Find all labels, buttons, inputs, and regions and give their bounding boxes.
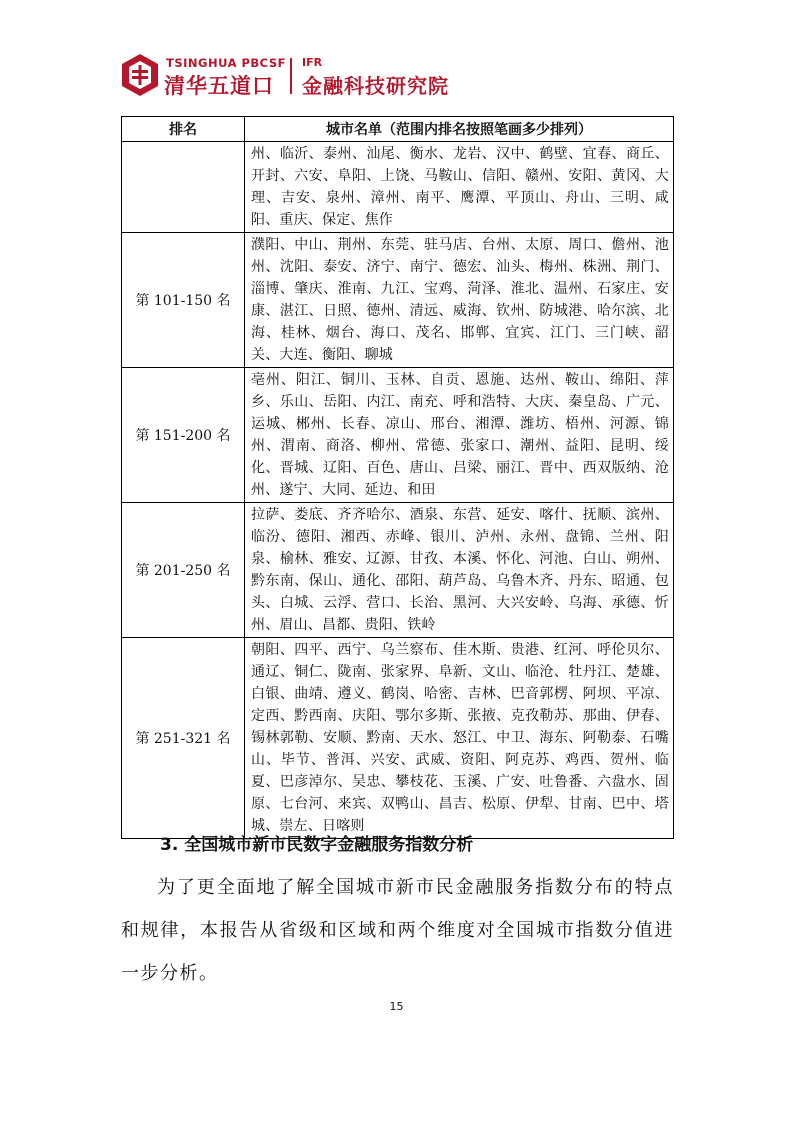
cities-cell: 亳州、阳江、铜川、玉林、自贡、恩施、达州、鞍山、绵阳、萍乡、乐山、岳阳、内江、南充、呼和浩特、大庆、秦皇岛、广元、运城、郴州、长春、凉山、邢台、湘潭、潍坊、梧州、河源、锦州、渭南、商洛、柳州、常德、张家口、潮州、益阳、昆明、绥化、晋城、辽阳、百色、唐山、吕梁、丽江、晋中、西双版纳、沧州、遂宁、大同、延边、和田 xyxy=(245,368,674,503)
rank-cell xyxy=(122,142,245,233)
table-row xyxy=(122,503,674,638)
rank-cell: 第 151-200 名 xyxy=(122,368,245,503)
body-paragraph: 为了更全面地了解全国城市新市民金融服务指数分布的特点和规律，本报告从省级和区域和两个维度对全国城市指数分值进一步分析。 xyxy=(121,877,674,984)
cities-cell: 拉萨、娄底、齐齐哈尔、酒泉、东营、延安、喀什、抚顺、滨州、临汾、德阳、湘西、赤峰、银川、泸州、永州、盘锦、兰州、阳泉、榆林、雅安、辽源、甘孜、本溪、怀化、河池、白山、朔州、黔东南、保山、通化、邵阳、葫芦岛、乌鲁木齐、丹东、昭通、包头、白城、云浮、营口、长治、黑河、大兴安岭、乌海、承德、忻州、眉山、昌都、贵阳、铁岭 xyxy=(245,503,674,638)
column-header-rank: 排名 xyxy=(122,117,245,142)
table-row xyxy=(122,233,674,368)
cities-cell: 濮阳、中山、荆州、东莞、驻马店、台州、太原、周口、儋州、池州、沈阳、泰安、济宁、南宁、德宏、汕头、梅州、株洲、荆门、淄博、肇庆、淮南、九江、宝鸡、菏泽、淮北、温州、石家庄、安康、湛江、日照、德州、清远、威海、钦州、防城港、哈尔滨、北海、桂林、烟台、海口、茂名、邯郸、宜宾、江门、三门峡、韶关、大连、衡阳、聊城 xyxy=(245,233,674,368)
header-divider xyxy=(290,58,292,94)
cities-cell: 州、临沂、泰州、汕尾、衡水、龙岩、汉中、鹤壁、宜春、商丘、开封、六安、阜阳、上饶、马鞍山、信阳、赣州、安阳、黄冈、大理、吉安、泉州、漳州、南平、鹰潭、平顶山、舟山、三明、咸阳、重庆、保定、焦作 xyxy=(245,142,674,233)
page-header xyxy=(120,52,680,102)
rank-cell: 第 251-321 名 xyxy=(122,638,245,839)
brand-name-en: TSINGHUA PBCSF xyxy=(166,56,286,70)
section-title: 3. 全国城市新市民数字金融服务指数分析 xyxy=(160,835,474,855)
table-row xyxy=(122,142,674,233)
rank-cell: 第 201-250 名 xyxy=(122,503,245,638)
table-header-row xyxy=(122,117,674,142)
rank-cell: 第 101-150 名 xyxy=(122,233,245,368)
table-row xyxy=(122,368,674,503)
brand-name-zh: 清华五道口 xyxy=(164,74,274,98)
page-number: 15 xyxy=(389,1000,404,1013)
cities-cell: 朝阳、四平、西宁、乌兰察布、佳木斯、贵港、红河、呼伦贝尔、通辽、铜仁、陇南、张家界、阜新、文山、临沧、牡丹江、楚雄、白银、曲靖、遵义、鹤岗、哈密、吉林、巴音郭楞、阿坝、平凉、定西、黔西南、庆阳、鄂尔多斯、张掖、克孜勒苏、那曲、伊春、锡林郭勒、安顺、黔南、天水、怒江、中卫、海东、阿勒泰、石嘴山、毕节、普洱、兴安、武威、资阳、阿克苏、鸡西、贺州、临夏、巴彦淖尔、吴忠、攀枝花、玉溪、广安、吐鲁番、六盘水、固原、七台河、来宾、双鸭山、昌吉、松原、伊犁、甘南、巴中、塔城、崇左、日喀则 xyxy=(245,638,674,839)
institute-name-en: IFR xyxy=(302,56,323,69)
table-row xyxy=(122,638,674,839)
city-ranking-table xyxy=(121,116,674,839)
tsinghua-pbcsf-logo-icon xyxy=(120,52,160,98)
column-header-cities: 城市名单（范围内排名按照笔画多少排列） xyxy=(245,117,674,142)
institute-name-zh: 金融科技研究院 xyxy=(302,74,449,98)
